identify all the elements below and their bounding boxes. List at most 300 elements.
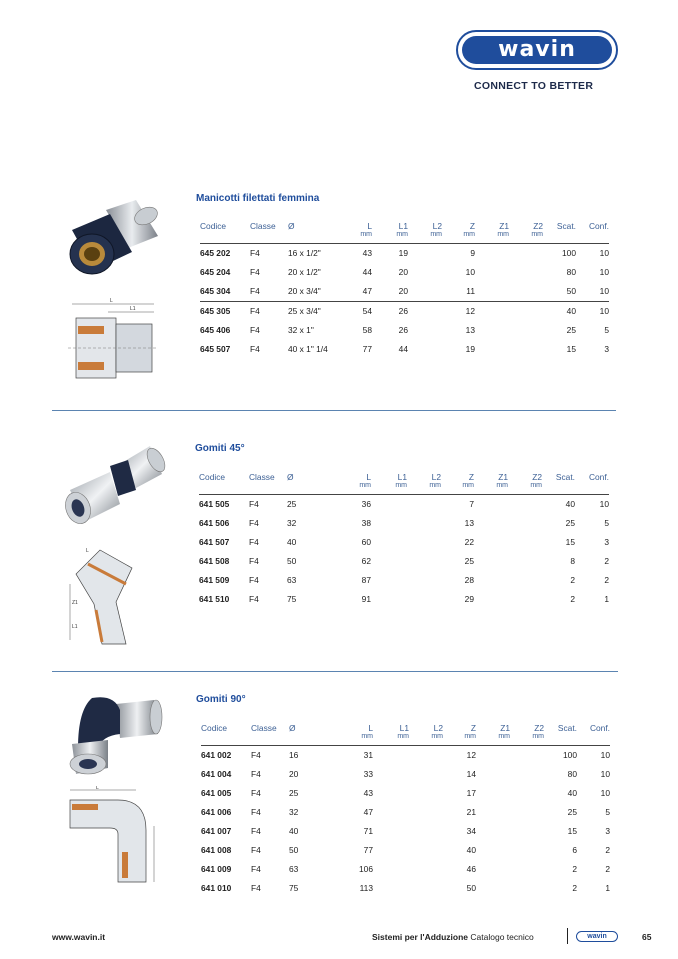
col-L2: L2 mm — [429, 472, 441, 489]
col-Z: Z mm — [464, 723, 476, 740]
col-diam: Ø — [289, 723, 296, 733]
cell-Z2 — [509, 263, 543, 282]
cell-scat: 15 — [567, 826, 577, 836]
cell-L: 47 — [363, 807, 373, 817]
cell-L2 — [409, 841, 443, 860]
col-conf: Conf. — [588, 221, 609, 231]
cell-classe: F4 — [251, 750, 261, 760]
cell-Z: 13 — [465, 325, 475, 335]
cell-L1: 20 — [398, 267, 408, 277]
cell-conf: 3 — [605, 826, 610, 836]
cell-scat: 40 — [565, 499, 575, 509]
table-row — [201, 803, 610, 822]
cell-Z1 — [475, 340, 509, 359]
cell-L2 — [408, 243, 442, 263]
cell-L: 91 — [361, 594, 371, 604]
cell-diam: 25 — [287, 499, 297, 509]
cell-classe: F4 — [250, 344, 260, 354]
cell-codice: 645 304 — [200, 286, 231, 296]
cell-Z2 — [509, 243, 543, 263]
cell-Z2 — [508, 533, 542, 552]
cell-L1 — [373, 784, 409, 803]
cell-scat: 25 — [565, 518, 575, 528]
cell-diam: 75 — [289, 883, 299, 893]
cell-Z2 — [508, 552, 542, 571]
cell-L2 — [409, 879, 443, 898]
col-classe: Classe — [250, 221, 276, 231]
cell-L: 43 — [363, 788, 373, 798]
cell-Z2 — [510, 784, 544, 803]
cell-conf: 2 — [605, 845, 610, 855]
cell-diam: 40 — [289, 826, 299, 836]
cell-Z: 9 — [470, 248, 475, 258]
cell-Z1 — [476, 879, 510, 898]
col-L1: L1 mm — [395, 472, 407, 489]
cell-scat: 15 — [565, 537, 575, 547]
col-Z1: Z1 mm — [496, 472, 508, 489]
cell-Z2 — [509, 321, 543, 340]
cell-Z1 — [474, 494, 508, 514]
footer-website[interactable]: www.wavin.it — [52, 932, 106, 942]
cell-L2 — [409, 765, 443, 784]
table-gomiti-90 — [201, 723, 610, 898]
cell-L2 — [408, 340, 442, 359]
cell-L2 — [409, 860, 443, 879]
table-row — [201, 784, 610, 803]
cell-conf: 10 — [576, 301, 609, 321]
cell-classe: F4 — [249, 556, 259, 566]
page-number: 65 — [642, 932, 652, 942]
col-codice: Codice — [201, 723, 228, 733]
cell-L2 — [407, 514, 441, 533]
cell-Z2 — [510, 841, 544, 860]
cell-L1 — [371, 571, 407, 590]
cell-conf: 10 — [599, 286, 609, 296]
table-row — [200, 301, 609, 321]
cell-conf: 5 — [604, 518, 609, 528]
cell-L2 — [408, 321, 442, 340]
cell-classe: F4 — [250, 301, 288, 321]
cell-L1 — [373, 860, 409, 879]
cell-scat: 15 — [566, 344, 576, 354]
cell-diam: 75 — [287, 594, 297, 604]
cell-L: 77 — [362, 344, 372, 354]
cell-L1 — [373, 745, 409, 765]
table-row — [199, 514, 609, 533]
footer-wavin-logo: wavin — [576, 931, 618, 942]
cell-Z: 13 — [464, 518, 474, 528]
col-Z2: Z2 mm — [530, 472, 542, 489]
col-scat: Scat. — [557, 723, 577, 733]
gomito-45-drawing — [66, 544, 136, 654]
cell-Z1 — [474, 590, 508, 609]
cell-Z: 28 — [464, 575, 474, 585]
cell-diam: 40 — [287, 537, 297, 547]
cell-classe: F4 — [250, 325, 260, 335]
svg-text:Z1: Z1 — [72, 600, 78, 606]
cell-L1: 26 — [372, 301, 408, 321]
cell-L2 — [407, 552, 441, 571]
cell-codice: 641 007 — [201, 826, 232, 836]
cell-scat: 80 — [566, 267, 576, 277]
tagline: CONNECT TO BETTER — [474, 80, 594, 92]
cell-Z: 46 — [466, 864, 476, 874]
gomito-45-photo — [58, 440, 168, 530]
footer-divider — [567, 928, 568, 944]
cell-codice: 641 508 — [199, 556, 230, 566]
table-row — [200, 243, 609, 263]
cell-Z1 — [474, 533, 508, 552]
cell-Z: 19 — [465, 344, 475, 354]
cell-codice: 645 406 — [200, 325, 231, 335]
cell-diam: 63 — [289, 864, 299, 874]
cell-codice: 645 507 — [200, 344, 231, 354]
cell-conf: 1 — [605, 883, 610, 893]
cell-scat: 100 — [562, 248, 576, 258]
cell-Z1 — [474, 552, 508, 571]
cell-Z: 29 — [464, 594, 474, 604]
col-diam: Ø — [287, 472, 294, 482]
cell-scat: 2 — [570, 575, 575, 585]
section-title-gomiti-90: Gomiti 90° — [196, 694, 246, 705]
cell-Z2 — [509, 301, 543, 321]
cell-L1 — [371, 514, 407, 533]
col-L: L mm — [361, 723, 373, 740]
cell-conf: 10 — [599, 267, 609, 277]
cell-Z: 7 — [469, 499, 474, 509]
table-row — [199, 590, 609, 609]
cell-L: 77 — [363, 845, 373, 855]
cell-classe: F4 — [251, 788, 261, 798]
col-L2: L2 mm — [430, 221, 442, 238]
cell-Z1 — [475, 282, 509, 302]
cell-L2 — [409, 745, 443, 765]
cell-Z2 — [509, 282, 543, 302]
cell-diam: 40 x 1" 1/4 — [288, 344, 328, 354]
cell-classe: F4 — [249, 499, 259, 509]
cell-Z1 — [474, 514, 508, 533]
cell-Z2 — [510, 879, 544, 898]
cell-Z: 14 — [466, 769, 476, 779]
cell-scat: 2 — [572, 864, 577, 874]
cell-Z2 — [510, 803, 544, 822]
cell-L: 31 — [363, 750, 373, 760]
col-Z: Z mm — [462, 472, 474, 489]
cell-diam: 25 x 3/4" — [288, 301, 346, 321]
col-L: L mm — [359, 472, 371, 489]
cell-L2 — [407, 494, 441, 514]
table-row — [200, 282, 609, 302]
cell-codice: 641 004 — [201, 769, 232, 779]
cell-scat: 2 — [572, 883, 577, 893]
cell-diam: 20 x 3/4" — [288, 286, 321, 296]
cell-Z: 12 — [466, 750, 476, 760]
cell-codice: 641 507 — [199, 537, 230, 547]
cell-L2 — [409, 803, 443, 822]
cell-conf: 10 — [600, 750, 610, 760]
cell-L2 — [407, 571, 441, 590]
cell-scat: 8 — [570, 556, 575, 566]
table-row — [199, 494, 609, 514]
table-manicotti — [200, 221, 609, 359]
cell-Z: 22 — [464, 537, 474, 547]
cell-Z1 — [475, 301, 509, 321]
cell-L: 54 — [346, 301, 372, 321]
cell-scat: 6 — [572, 845, 577, 855]
manicotto-photo — [58, 196, 168, 286]
cell-L2 — [407, 533, 441, 552]
logo-text: wavin — [462, 36, 612, 64]
cell-diam: 50 — [289, 845, 299, 855]
cell-codice: 641 009 — [201, 864, 232, 874]
col-L: L mm — [360, 221, 372, 238]
col-conf: Conf. — [588, 472, 609, 482]
cell-L: 33 — [363, 769, 373, 779]
table-row — [201, 822, 610, 841]
cell-L: 87 — [361, 575, 371, 585]
col-codice: Codice — [199, 472, 226, 482]
cell-codice: 641 006 — [201, 807, 232, 817]
table-row — [201, 860, 610, 879]
cell-Z1 — [476, 765, 510, 784]
cell-L: 47 — [362, 286, 372, 296]
cell-L: 36 — [361, 499, 371, 509]
cell-L: 38 — [361, 518, 371, 528]
cell-L2 — [407, 590, 441, 609]
cell-scat: 50 — [566, 286, 576, 296]
cell-Z1 — [475, 243, 509, 263]
cell-classe: F4 — [250, 267, 260, 277]
table-gomiti-45 — [199, 472, 609, 609]
cell-classe: F4 — [251, 883, 261, 893]
cell-Z1 — [476, 803, 510, 822]
cell-Z1 — [475, 321, 509, 340]
gomito-90-photo — [58, 690, 168, 780]
table-row — [200, 263, 609, 282]
col-classe: Classe — [249, 472, 275, 482]
wavin-logo — [456, 30, 618, 70]
cell-Z: 25 — [464, 556, 474, 566]
cell-Z2 — [509, 340, 543, 359]
cell-L2 — [408, 282, 442, 302]
cell-classe: F4 — [249, 537, 259, 547]
table-row — [200, 340, 609, 359]
table-row — [199, 533, 609, 552]
cell-scat: 40 — [567, 788, 577, 798]
cell-L2 — [409, 784, 443, 803]
cell-L2 — [409, 822, 443, 841]
col-L1: L1 mm — [396, 221, 408, 238]
col-scat: Scat. — [556, 221, 576, 231]
table-row — [199, 571, 609, 590]
cell-classe: F4 — [250, 248, 260, 258]
cell-L: 44 — [362, 267, 372, 277]
cell-diam: 16 — [289, 750, 299, 760]
cell-diam: 20 — [289, 769, 299, 779]
col-diam: Ø — [288, 221, 295, 231]
cell-codice: 641 510 — [199, 594, 230, 604]
cell-Z2 — [508, 494, 542, 514]
cell-L: 106 — [359, 864, 373, 874]
table-row — [201, 745, 610, 765]
cell-diam: 25 — [289, 788, 299, 798]
cell-diam: 32 — [287, 518, 297, 528]
cell-Z: 10 — [465, 267, 475, 277]
svg-text:L: L — [86, 548, 89, 554]
cell-classe: F4 — [251, 845, 261, 855]
cell-Z: 11 — [466, 286, 475, 296]
col-Z2: Z2 mm — [531, 221, 543, 238]
cell-classe: F4 — [251, 864, 261, 874]
cell-Z1 — [476, 822, 510, 841]
cell-codice: 641 506 — [199, 518, 230, 528]
cell-codice: 641 008 — [201, 845, 232, 855]
cell-Z2 — [510, 860, 544, 879]
cell-Z1 — [476, 860, 510, 879]
cell-scat: 80 — [567, 769, 577, 779]
cell-L1 — [373, 879, 409, 898]
cell-L1 — [373, 822, 409, 841]
gomito-90-drawing — [66, 786, 162, 886]
cell-classe: F4 — [251, 807, 261, 817]
table-row — [201, 841, 610, 860]
col-L1: L1 mm — [397, 723, 409, 740]
cell-L1 — [373, 765, 409, 784]
table-row — [200, 321, 609, 340]
cell-L: 43 — [362, 248, 372, 258]
cell-conf: 10 — [599, 248, 609, 258]
cell-Z2 — [508, 514, 542, 533]
col-Z: Z mm — [463, 221, 475, 238]
cell-L1: 44 — [398, 344, 408, 354]
cell-classe: F4 — [251, 769, 261, 779]
cell-Z1 — [474, 571, 508, 590]
cell-L1: 20 — [398, 286, 408, 296]
cell-L: 60 — [361, 537, 371, 547]
cell-scat: 25 — [566, 325, 576, 335]
cell-conf: 5 — [604, 325, 609, 335]
cell-codice: 641 010 — [201, 883, 232, 893]
cell-conf: 10 — [600, 788, 610, 798]
cell-classe: F4 — [249, 594, 259, 604]
cell-diam: 20 x 1/2" — [288, 267, 321, 277]
cell-Z2 — [510, 822, 544, 841]
svg-text:L: L — [110, 298, 113, 304]
cell-Z: 34 — [466, 826, 476, 836]
svg-text:L: L — [96, 786, 99, 791]
col-codice: Codice — [200, 221, 227, 231]
col-scat: Scat. — [555, 472, 575, 482]
cell-L2 — [408, 301, 442, 321]
footer-catalog: Sistemi per l'Adduzione Catalogo tecnico — [372, 932, 534, 942]
cell-L1: 26 — [398, 325, 408, 335]
cell-Z: 50 — [466, 883, 476, 893]
cell-scat: 2 — [570, 594, 575, 604]
section-title-manicotti: Manicotti filettati femmina — [196, 193, 320, 204]
cell-classe: F4 — [250, 286, 260, 296]
cell-Z: 17 — [466, 788, 476, 798]
manicotto-drawing — [68, 296, 158, 386]
cell-Z2 — [508, 571, 542, 590]
col-conf: Conf. — [589, 723, 610, 733]
cell-conf: 3 — [604, 344, 609, 354]
cell-L1 — [373, 803, 409, 822]
cell-diam: 63 — [287, 575, 297, 585]
cell-conf: 10 — [599, 499, 609, 509]
table-row — [199, 552, 609, 571]
cell-Z2 — [510, 745, 544, 765]
cell-L1 — [371, 494, 407, 514]
cell-codice: 645 202 — [200, 248, 231, 258]
cell-codice: 641 002 — [201, 750, 232, 760]
cell-L: 62 — [361, 556, 371, 566]
col-Z1: Z1 mm — [497, 221, 509, 238]
cell-Z1 — [476, 745, 510, 765]
cell-conf: 2 — [604, 556, 609, 566]
cell-codice: 641 505 — [199, 499, 230, 509]
cell-conf: 1 — [604, 594, 609, 604]
col-Z2: Z2 mm — [532, 723, 544, 740]
col-L2: L2 mm — [431, 723, 443, 740]
cell-L1: 19 — [398, 248, 408, 258]
cell-Z: 12 — [442, 301, 475, 321]
cell-L: 113 — [359, 883, 373, 893]
cell-diam: 50 — [287, 556, 297, 566]
cell-scat: 40 — [543, 301, 576, 321]
cell-conf: 5 — [605, 807, 610, 817]
col-classe: Classe — [251, 723, 277, 733]
cell-L1 — [371, 552, 407, 571]
cell-conf: 2 — [604, 575, 609, 585]
table-row — [201, 765, 610, 784]
cell-Z2 — [508, 590, 542, 609]
cell-diam: 32 — [289, 807, 299, 817]
cell-codice: 641 005 — [201, 788, 232, 798]
cell-classe: F4 — [251, 826, 261, 836]
cell-diam: 16 x 1/2" — [288, 248, 321, 258]
cell-Z: 40 — [466, 845, 476, 855]
col-Z1: Z1 mm — [498, 723, 510, 740]
svg-text:L1: L1 — [72, 624, 78, 630]
cell-Z1 — [476, 841, 510, 860]
cell-codice: 645 204 — [200, 267, 231, 277]
cell-conf: 2 — [605, 864, 610, 874]
cell-Z1 — [475, 263, 509, 282]
cell-diam: 32 x 1" — [288, 325, 314, 335]
cell-L2 — [408, 263, 442, 282]
cell-scat: 25 — [567, 807, 577, 817]
table-row — [201, 879, 610, 898]
cell-conf: 10 — [600, 769, 610, 779]
cell-codice: 645 305 — [200, 301, 250, 321]
cell-Z1 — [476, 784, 510, 803]
section-divider — [52, 671, 618, 672]
cell-classe: F4 — [249, 518, 259, 528]
cell-conf: 3 — [604, 537, 609, 547]
cell-L: 58 — [362, 325, 372, 335]
cell-codice: 641 509 — [199, 575, 230, 585]
cell-scat: 100 — [563, 750, 577, 760]
cell-Z: 21 — [466, 807, 476, 817]
cell-L: 71 — [363, 826, 373, 836]
section-divider — [52, 410, 616, 411]
cell-classe: F4 — [249, 575, 259, 585]
cell-L1 — [371, 533, 407, 552]
cell-L1 — [373, 841, 409, 860]
cell-L1 — [371, 590, 407, 609]
section-title-gomiti-45: Gomiti 45° — [195, 443, 245, 454]
cell-Z2 — [510, 765, 544, 784]
